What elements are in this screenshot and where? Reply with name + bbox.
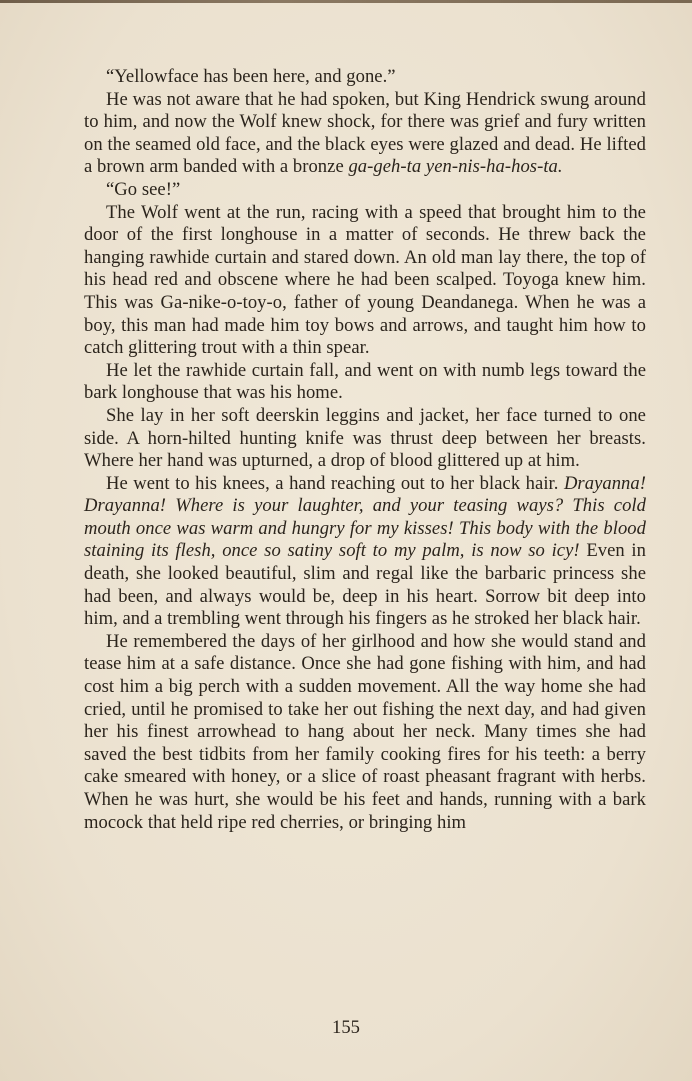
paragraph — [84, 89, 646, 179]
text-segment: Even in death, she looked beautiful, slim and regal like the barbaric princess she had been, and always would be, deep in his heart. Sorrow bit deep into him, and a trembling went through his fingers as he stroked her black hair. — [84, 540, 646, 630]
text-segment: She lay in her soft deerskin leggins and jacket, her face turned to one side. A horn-hilted hunting knife was thrust deep between her breasts. Where her hand was upturned, a drop of blood glittered up at him. — [84, 404, 646, 472]
page-top-edge — [0, 0, 692, 3]
text-segment: “Go see!” — [106, 178, 181, 200]
paragraph — [84, 631, 646, 834]
text-segment: “Yellowface has been here, and gone.” — [106, 66, 396, 87]
paragraph — [84, 179, 646, 202]
text-segment: He remembered the days of her girlhood and how she would stand and tease him at a safe distance. Once she had gone fishing with him, and had cost him a big perch with a sudden movement. All the way home she had cried, until he promised to take her out fishing the next day, and had given her his finest arrowhead to hang about her neck. Many times she had saved the best tidbits from her family cooking fires for his teeth: a berry cake smeared with honey, or a slice of roast pheasant fragrant with herbs. When he was hurt, she would be his feet and hands, running with a bark mocock that held ripe red cherries, or bringing him — [84, 630, 646, 833]
paragraph — [84, 473, 646, 631]
text-segment: He went to his knees, a hand reaching out to her black hair. — [106, 472, 564, 494]
paragraph — [84, 66, 646, 89]
text-segment: He let the rawhide curtain fall, and went on with numb legs toward the bark longhouse that was his home. — [84, 359, 646, 404]
paragraph — [84, 405, 646, 473]
paragraph — [84, 202, 646, 360]
body-text — [84, 66, 646, 834]
text-segment: The Wolf went at the run, racing with a speed that brought him to the door of the first longhouse in a matter of seconds. He threw back the hanging rawhide curtain and stared down. An old man lay there, the top of his head red and obscene where he had been scalped. Toyoga knew him. This was Ga-nike-o-toy-o, father of young Deandanega. When he was a boy, this man had made him toy bows and arrows, and taught him how to catch glittering trout with a thin spear. — [84, 201, 646, 359]
text-segment: He was not aware that he had spoken, but King Hendrick swung around to him, and now the Wolf knew shock, for there was grief and fury written on the seamed old face, and the black eyes were glazed and dead. He lifted a brown arm banded with a bronze — [84, 88, 646, 178]
italic-text-segment: ga-geh-ta yen-nis-ha-hos-ta. — [348, 156, 563, 178]
italic-text-segment: Drayanna! Drayanna! Where is your laughter, and your teasing ways? This cold mouth once was warm and hungry for my kisses! This body with the blood staining its flesh, once so satiny soft to my palm, is now so icy! — [84, 472, 646, 562]
page-number: 155 — [332, 1017, 360, 1038]
paragraph — [84, 360, 646, 405]
